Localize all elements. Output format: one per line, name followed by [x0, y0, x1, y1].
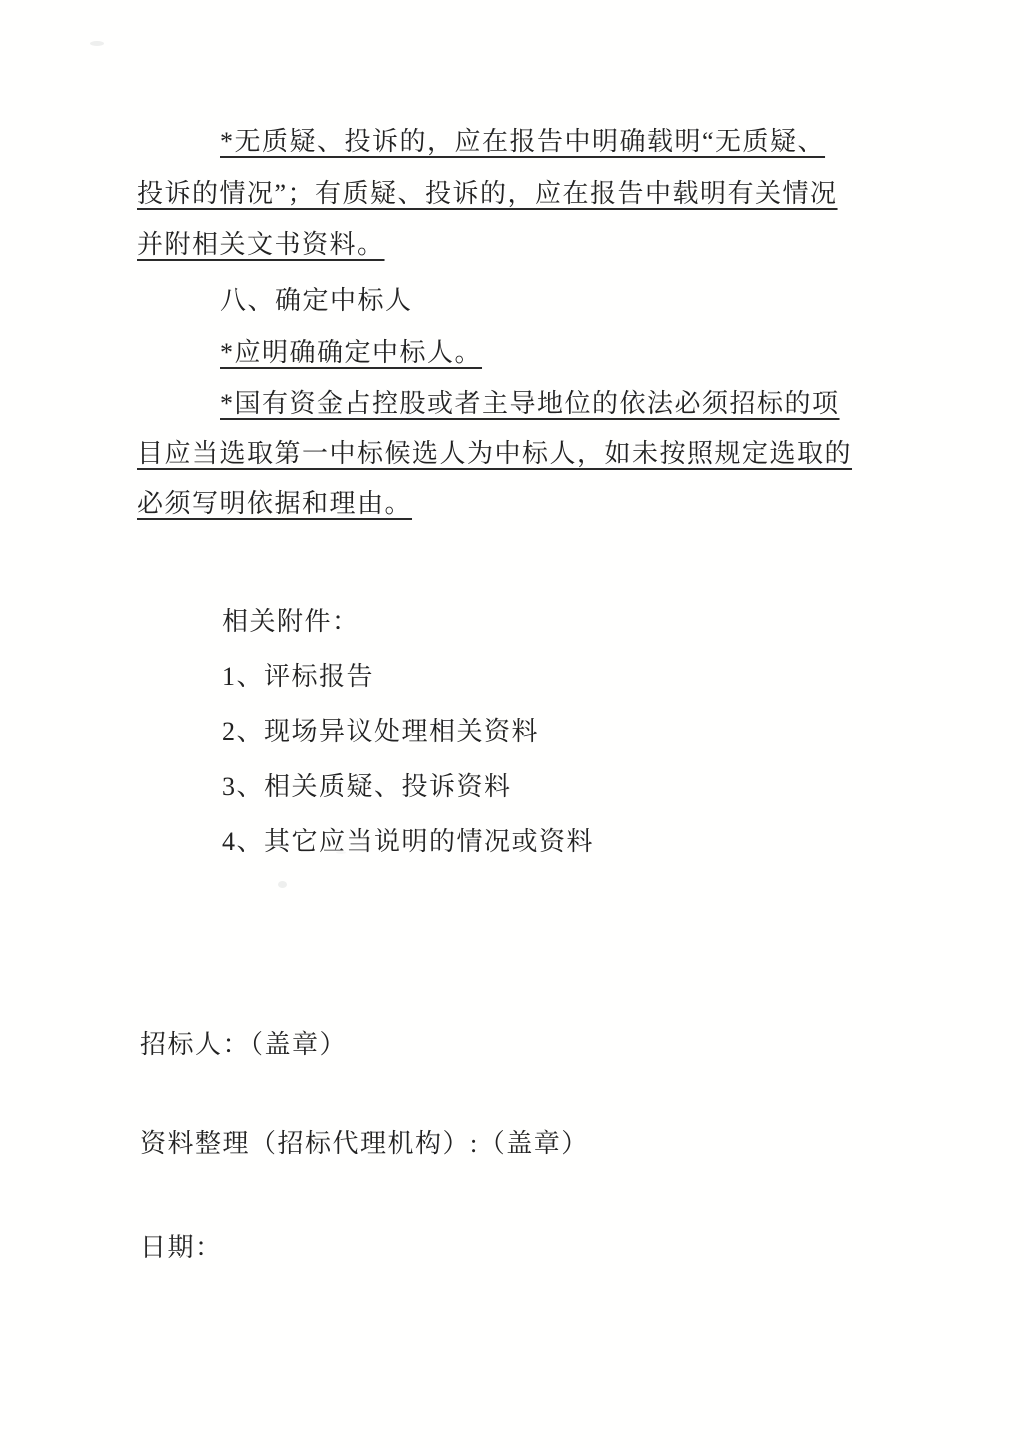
signature-tenderer-line: 招标人：（盖章）	[140, 1030, 348, 1059]
attachment-item-1: 1、评标报告	[222, 662, 375, 691]
attachment-item-3: 3、相关质疑、投诉资料	[222, 772, 512, 801]
attachment-item-4: 4、其它应当说明的情况或资料	[222, 827, 595, 856]
paragraph-state-funded-line-2: 目应当选取第一中标候选人为中标人，如未按照规定选取的	[137, 439, 853, 468]
scan-artifact	[90, 41, 104, 46]
paragraph-no-objection-line-3: 并附相关文书资料。	[137, 230, 385, 259]
scan-artifact	[278, 881, 287, 888]
paragraph-state-funded-line-3: 必须写明依据和理由。	[137, 489, 413, 518]
signature-date-line: 日期：	[140, 1233, 223, 1262]
signature-organizer-line: 资料整理（招标代理机构）:（盖章）	[140, 1129, 589, 1158]
attachments-heading: 相关附件：	[222, 607, 360, 636]
paragraph-no-objection-line-1: *无质疑、投诉的，应在报告中明确载明“无质疑、	[220, 127, 826, 156]
scan-artifact	[336, 851, 346, 854]
paragraph-no-objection-line-2: 投诉的情况”；有质疑、投诉的，应在报告中载明有关情况	[137, 179, 838, 208]
note-confirm-winner: *应明确确定中标人。	[220, 338, 483, 367]
attachment-item-2: 2、现场异议处理相关资料	[222, 717, 540, 746]
paragraph-state-funded-line-1: *国有资金占控股或者主导地位的依法必须招标的项	[220, 389, 840, 418]
section8-heading: 八、确定中标人	[220, 286, 413, 315]
